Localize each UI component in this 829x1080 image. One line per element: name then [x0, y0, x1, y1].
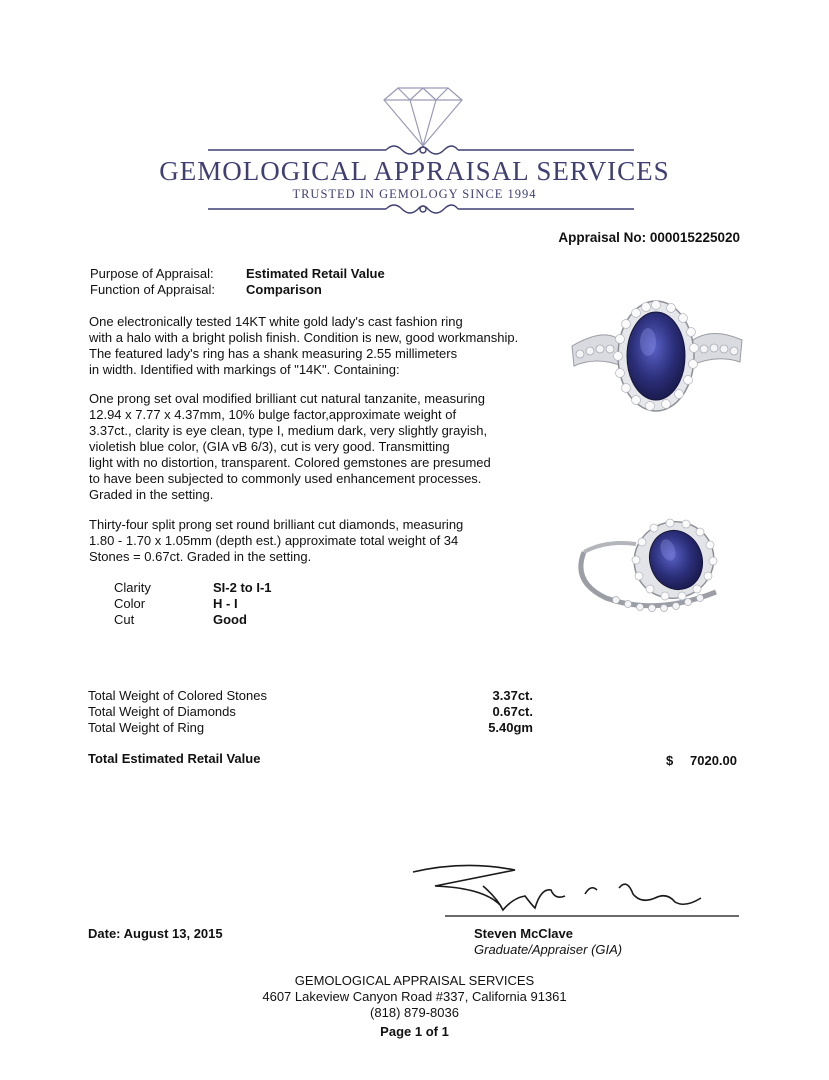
company-name: GEMOLOGICAL APPRAISAL SERVICES: [159, 156, 670, 186]
total-value-colored-stones: 3.37ct.: [492, 688, 533, 703]
function-value: Comparison: [246, 282, 322, 297]
purpose-label: Purpose of Appraisal:: [90, 266, 214, 281]
retail-amount: 7020.00: [690, 753, 737, 768]
purpose-value: Estimated Retail Value: [246, 266, 385, 281]
appraiser-title: Graduate/Appraiser (GIA): [474, 942, 623, 957]
footer-company: GEMOLOGICAL APPRAISAL SERVICES: [294, 973, 535, 988]
diamonds-description: Thirty-four split prong set round brilliant cut diamonds, measuring 1.80 - 1.70 x 1.05mm (depth est.) approximate total weight of 34 Stones = 0.67ct. Graded in the setting.: [89, 517, 464, 564]
ornament-bottom: [208, 205, 634, 213]
total-label-colored-stones: Total Weight of Colored Stones: [88, 688, 267, 703]
letterhead: [0, 0, 829, 225]
ornament-top: [208, 146, 634, 154]
appraiser-name: Steven McClave: [474, 926, 573, 941]
ring-front-image: [566, 296, 746, 421]
company-tagline: TRUSTED IN GEMOLOGY SINCE 1994: [292, 187, 537, 201]
footer-phone: (818) 879-8036: [370, 1005, 459, 1020]
total-value-ring: 5.40gm: [488, 720, 533, 735]
total-label-diamonds: Total Weight of Diamonds: [88, 704, 236, 719]
footer-address: 4607 Lakeview Canyon Road #337, California 91361: [262, 989, 567, 1004]
retail-value-label: Total Estimated Retail Value: [88, 751, 261, 766]
total-label-ring: Total Weight of Ring: [88, 720, 205, 735]
total-value-diamonds: 0.67ct.: [492, 704, 533, 719]
grade-label-cut: Cut: [114, 612, 135, 627]
appraisal-date: Date: August 13, 2015: [88, 926, 223, 941]
retail-currency: $: [666, 753, 674, 768]
page-number: Page 1 of 1: [380, 1024, 449, 1039]
diamond-logo-icon: [384, 88, 462, 146]
signature: [405, 858, 745, 924]
grade-value-cut: Good: [213, 612, 247, 627]
grade-label-clarity: Clarity: [114, 580, 151, 595]
appraisal-number: Appraisal No: 000015225020: [558, 230, 740, 245]
grade-value-clarity: SI-2 to I-1: [213, 580, 272, 595]
grade-value-color: H - I: [213, 596, 238, 611]
function-label: Function of Appraisal:: [90, 282, 216, 297]
ring-angle-image: [566, 512, 746, 622]
grade-label-color: Color: [114, 596, 146, 611]
tanzanite-description: One prong set oval modified brilliant cut natural tanzanite, measuring 12.94 x 7.77 x 4.37mm, 10% bulge factor,approximate weight of 3.37ct., clarity is eye clean, type I, medium dark, very slightly grayish, violetish blue color, (GIA vB 6/3), cut is very good. Transmitting light with no distortion, transparent. Colored gemstones are presumed to have been subjected to commonly used enhancement processes. Graded in the setting.: [89, 391, 491, 502]
ring-description: One electronically tested 14KT white gold lady's cast fashion ring with a halo with a bright polish finish. Condition is new, good workmanship. The featured lady's ring has a shank measuring 2.55 millimeters in width. Identified with markings of "14K". Containing:: [89, 314, 519, 377]
